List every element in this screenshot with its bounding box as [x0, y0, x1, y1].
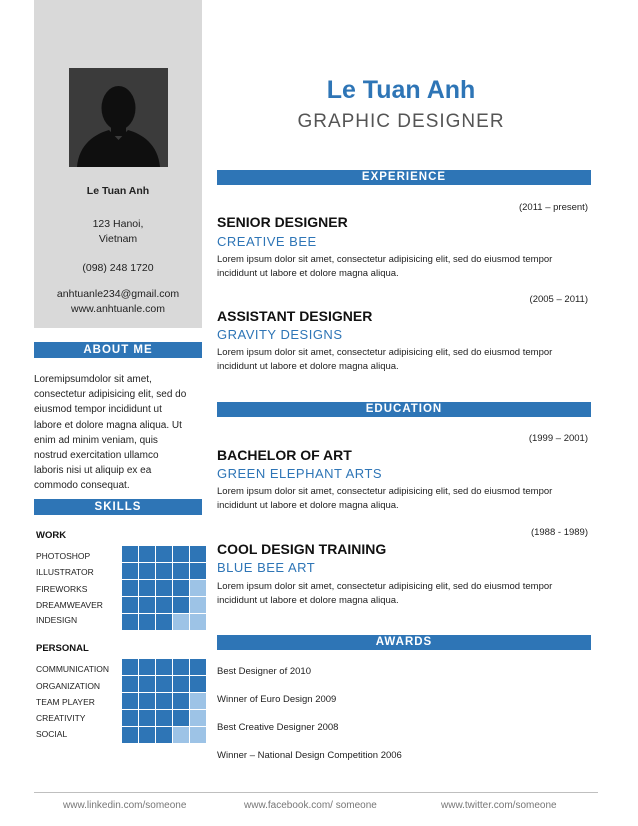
skill-level-cell — [139, 676, 155, 692]
experience-1-org: CREATIVE BEE — [217, 234, 317, 249]
skill-level-cell — [173, 676, 189, 692]
skill-level-cell — [173, 614, 189, 630]
experience-heading: EXPERIENCE — [217, 170, 591, 185]
desc-line: incididunt ut labore et dolore magna aliqua. — [217, 595, 399, 606]
about-line: nostrud exercitation ullamco — [34, 450, 159, 462]
facebook-link[interactable]: www.facebook.com/ someone — [244, 800, 377, 811]
skill-label-illustrator: ILLUSTRATOR — [36, 567, 94, 576]
skill-level-cell — [122, 693, 138, 709]
sidebar-name: Le Tuan Anh — [86, 185, 150, 197]
desc-line: Lorem ipsum dolor sit amet, consectetur adipisicing elit, sed do eiusmod tempor — [217, 581, 553, 592]
skill-level-cell — [156, 546, 172, 562]
education-1-title: BACHELOR OF ART — [217, 447, 352, 463]
skill-level-cell — [173, 580, 189, 596]
desc-line: Lorem ipsum dolor sit amet, consectetur adipisicing elit, sed do eiusmod tempor — [217, 347, 553, 358]
education-heading: EDUCATION — [217, 402, 591, 417]
skill-level-cell — [122, 710, 138, 726]
skill-level-cell — [122, 727, 138, 743]
about-me-heading: ABOUT ME — [34, 342, 202, 358]
skill-level-cell — [173, 597, 189, 613]
about-line: consectetur adipisicing elit, sed do — [34, 389, 187, 401]
skill-level-cell — [156, 659, 172, 675]
skill-level-cell — [156, 710, 172, 726]
skill-level-cell — [122, 676, 138, 692]
skill-level-cell — [156, 676, 172, 692]
skill-level-cell — [173, 710, 189, 726]
work-skills-grid — [122, 546, 206, 630]
skill-level-cell — [156, 693, 172, 709]
email-link[interactable]: anhtuanle234@gmail.com — [56, 288, 180, 300]
awards-heading: AWARDS — [217, 635, 591, 650]
skill-level-cell — [190, 580, 206, 596]
education-1-date: (1999 – 2001) — [528, 433, 588, 444]
skill-label-communication: COMMUNICATION — [36, 664, 110, 674]
skill-level-cell — [139, 546, 155, 562]
skill-level-cell — [190, 710, 206, 726]
skill-level-cell — [156, 727, 172, 743]
skill-level-cell — [190, 659, 206, 675]
skill-level-cell — [190, 693, 206, 709]
education-1-desc — [217, 485, 595, 513]
skill-level-cell — [139, 710, 155, 726]
skill-level-cell — [190, 676, 206, 692]
skill-level-cell — [156, 597, 172, 613]
skill-label-creativity: CREATIVITY — [36, 713, 86, 723]
skill-level-cell — [173, 546, 189, 562]
award-item: Best Creative Designer 2008 — [217, 722, 339, 733]
skill-level-cell — [139, 597, 155, 613]
experience-1-desc — [217, 253, 595, 281]
phone-number: (098) 248 1720 — [82, 262, 154, 274]
skill-level-cell — [139, 563, 155, 579]
avatar-silhouette-icon — [69, 68, 168, 167]
skill-level-cell — [190, 597, 206, 613]
website-link[interactable]: www.anhtuanle.com — [71, 303, 165, 315]
desc-line: incididunt ut labore et dolore magna aliqua. — [217, 268, 399, 279]
personal-skills-heading: PERSONAL — [36, 643, 89, 654]
skill-level-cell — [139, 614, 155, 630]
about-line: Loremipsumdolor sit amet, — [34, 374, 152, 385]
skill-level-cell — [156, 580, 172, 596]
desc-line: Lorem ipsum dolor sit amet, consectetur adipisicing elit, sed do eiusmod tempor — [217, 254, 553, 265]
experience-1-title: SENIOR DESIGNER — [217, 214, 348, 230]
skill-level-cell — [173, 659, 189, 675]
award-item: Winner of Euro Design 2009 — [217, 694, 337, 705]
education-2-date: (1988 - 1989) — [530, 527, 588, 538]
linkedin-link[interactable]: www.linkedin.com/someone — [63, 800, 187, 811]
skill-level-cell — [190, 546, 206, 562]
skill-label-organization: ORGANIZATION — [36, 681, 101, 690]
skill-level-cell — [122, 597, 138, 613]
skill-level-cell — [173, 693, 189, 709]
desc-line: incididunt ut labore et dolore magna aliqua. — [217, 361, 399, 372]
work-skills-heading: WORK — [36, 530, 67, 541]
skill-level-cell — [190, 563, 206, 579]
experience-2-date: (2005 – 2011) — [529, 294, 588, 305]
desc-line: Lorem ipsum dolor sit amet, consectetur adipisicing elit, sed do eiusmod tempor — [217, 486, 553, 497]
address-line-1: 123 Hanoi, — [92, 218, 144, 230]
skill-level-cell — [139, 693, 155, 709]
skill-level-cell — [122, 659, 138, 675]
experience-1-date: (2011 – present) — [518, 202, 588, 213]
skill-level-cell — [122, 614, 138, 630]
education-2-title: COOL DESIGN TRAINING — [217, 541, 387, 557]
desc-line: incididunt ut labore et dolore magna aliqua. — [217, 500, 399, 511]
skill-level-cell — [156, 614, 172, 630]
skill-label-social: SOCIAL — [36, 729, 68, 739]
skill-label-team-player: TEAM PLAYER — [36, 697, 95, 707]
about-me-text — [34, 372, 204, 494]
about-line: eiusmod tempor incididunt ut — [34, 404, 162, 416]
skill-label-fireworks: FIREWORKS — [36, 584, 88, 594]
skill-level-cell — [190, 614, 206, 630]
skill-level-cell — [156, 563, 172, 579]
experience-2-title: ASSISTANT DESIGNER — [217, 308, 373, 324]
profile-photo — [69, 68, 168, 167]
header-name: Le Tuan Anh — [326, 76, 476, 104]
skill-label-dreamweaver: DREAMWEAVER — [36, 600, 103, 609]
about-line: commodo consequat. — [34, 480, 130, 492]
twitter-link[interactable]: www.twitter.com/someone — [441, 800, 557, 811]
experience-2-org: GRAVITY DESIGNS — [217, 327, 343, 342]
skill-level-cell — [190, 727, 206, 743]
skill-level-cell — [173, 727, 189, 743]
skill-label-indesign: INDESIGN — [36, 615, 78, 625]
experience-2-desc — [217, 346, 595, 374]
skill-level-cell — [139, 727, 155, 743]
address-line-2: Vietnam — [98, 233, 138, 245]
header-role: GRAPHIC DESIGNER — [297, 111, 505, 132]
skill-level-cell — [139, 580, 155, 596]
skill-level-cell — [139, 659, 155, 675]
education-2-desc — [217, 580, 595, 608]
skill-level-cell — [173, 563, 189, 579]
skill-level-cell — [122, 563, 138, 579]
about-line: laboris nisi ut aliquip ex ea — [34, 465, 152, 477]
footer-divider — [34, 792, 598, 793]
education-2-org: BLUE BEE ART — [217, 560, 316, 575]
personal-skills-grid — [122, 659, 206, 743]
skill-level-cell — [122, 580, 138, 596]
skill-level-cell — [122, 546, 138, 562]
award-item: Best Designer of 2010 — [217, 666, 312, 677]
skills-heading: SKILLS — [34, 499, 202, 515]
about-line: enim ad minim veniam, quis — [34, 434, 158, 446]
about-line: labore et dolore magna aliqua. Ut — [34, 419, 182, 431]
education-1-org: GREEN ELEPHANT ARTS — [217, 466, 383, 481]
award-item: Winner – National Design Competition 2006 — [217, 750, 402, 761]
skill-label-photoshop: PHOTOSHOP — [36, 551, 91, 561]
